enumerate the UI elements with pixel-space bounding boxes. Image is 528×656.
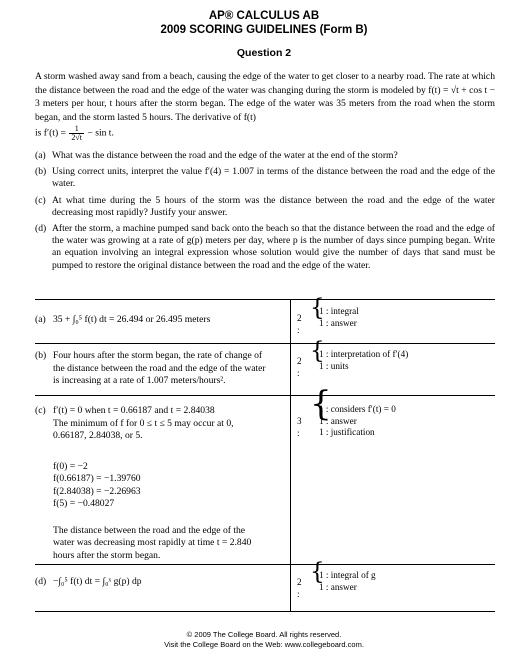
divider-rule (35, 343, 495, 344)
answer-label: (c) (35, 405, 46, 416)
part-text: After the storm, a machine pumped sand back onto the beach so that the distance between the road and the edge of the water was growing at a rate of g(p) meters per day, where p is the number of days since pumping began. Write an equation involving an integral expression whose solution would give the number of days that sand must be pumped to restore the original distance between the road and the edge of the water. (52, 223, 495, 271)
answer-text (53, 405, 288, 562)
part-label: (c) (35, 194, 46, 206)
answer-line: water was decreasing most rapidly at time t = 2.840 (53, 537, 252, 548)
points-total: 2 : (297, 313, 302, 335)
points-list (319, 349, 408, 372)
answer-line: f(0.66187) = −1.39760 (53, 473, 141, 484)
answer-line: the distance between the road and the edge of the water (53, 362, 266, 374)
brace-icon: { (310, 559, 325, 585)
fraction-numerator: 1 (69, 125, 84, 134)
points-list (319, 306, 359, 329)
question-part (35, 223, 495, 272)
part-text: What was the distance between the road and the edge of the water at the end of the storm? (52, 150, 398, 161)
answer-line: The distance between the road and the edge of the (53, 524, 246, 536)
derivative-lead: is f′(t) = (35, 128, 66, 140)
answer-line: f(2.84038) = −2.26963 (53, 485, 141, 497)
derivative-tail: − sin t. (87, 128, 114, 140)
answer-line: is increasing at a rate of 1.007 meters/hours². (53, 375, 226, 386)
answer-line: f(0) = −2 (53, 460, 88, 472)
answer-text: 35 + ∫₀⁵ f(t) dt = 26.494 or 26.495 meters (53, 314, 211, 325)
brace-icon: { (310, 384, 332, 424)
part-label: (a) (35, 150, 46, 161)
divider-rule (35, 611, 495, 612)
guidelines-title: 2009 SCORING GUIDELINES (Form B) (160, 24, 368, 36)
divider-rule (35, 395, 495, 396)
divider-rule (35, 564, 495, 565)
points-total: 3 : (297, 416, 302, 438)
problem-paragraph: A storm washed away sand from a beach, causing the edge of the water to get closer to a nearby road. The rate at which the distance between the road and the edge of the water was changing during the storm is modeled by f(t) = √t + cos t − 3 meters per hour, t hours after the storm began. The edge of the water was 35 meters from the road when the storm began, and the storm lasted 5 hours. The derivative of f(t) (35, 71, 495, 123)
answer-line: Four hours after the storm began, the rate of change of (53, 350, 263, 361)
point-item: 1 : answer (319, 317, 357, 328)
part-label: (b) (35, 166, 47, 178)
brace-icon: { (310, 338, 325, 364)
point-item: 1 : justification (319, 427, 375, 437)
points-total: 2 : (297, 356, 302, 378)
exam-title: AP® CALCULUS AB (208, 10, 320, 22)
point-item: 1 : integral (319, 306, 359, 316)
points-list (319, 570, 376, 593)
answer-text (53, 350, 288, 388)
question-part (35, 150, 495, 162)
points-total: 2 : (297, 577, 302, 599)
fraction-denominator: 2√t (71, 133, 82, 143)
answer-line: f′(t) = 0 when t = 0.66187 and t = 2.84038 (53, 405, 215, 416)
part-label: (d) (35, 223, 47, 235)
question-part (35, 166, 495, 190)
point-item: 1 : units (319, 360, 349, 371)
part-text: Using correct units, interpret the value f′(4) = 1.007 in terms of the distance between the road and the edge of the water. (52, 166, 495, 190)
answer-line: f(5) = −0.48027 (53, 498, 115, 509)
point-item: 1 : considers f′(t) = 0 (319, 404, 396, 414)
answer-line: hours after the storm began. (53, 549, 161, 561)
answer-label: (d) (35, 576, 47, 587)
answer-line: 0.66187, 2.84038, or 5. (53, 430, 143, 441)
derivative-fraction (69, 125, 84, 142)
answer-text: −∫₀⁵ f(t) dt = ∫₀ˣ g(p) dp (53, 576, 142, 587)
column-divider (290, 299, 291, 611)
answer-label: (b) (35, 350, 47, 361)
point-item: 1 : answer (319, 581, 357, 592)
divider-rule (35, 299, 495, 300)
problem-statement (35, 70, 495, 142)
part-text: At what time during the 5 hours of the storm was the distance between the road and the edge of the water decreasing most rapidly? Justify your answer. (52, 194, 495, 218)
copyright-line: © 2009 The College Board. All rights reserved. (186, 630, 342, 639)
question-part (35, 195, 495, 219)
point-item: 1 : integral of g (319, 570, 376, 580)
points-list (319, 404, 396, 439)
point-item: 1 : answer (319, 415, 357, 426)
question-title: Question 2 (236, 47, 292, 59)
point-item: 1 : interpretation of f′(4) (319, 349, 409, 359)
answer-line: The minimum of f for 0 ≤ t ≤ 5 may occur at 0, (53, 417, 234, 429)
brace-icon: { (310, 295, 325, 321)
question-parts (35, 150, 495, 276)
website-line: Visit the College Board on the Web: www.collegeboard.com. (164, 640, 364, 649)
derivative-line (35, 125, 495, 142)
answer-label: (a) (35, 314, 46, 325)
